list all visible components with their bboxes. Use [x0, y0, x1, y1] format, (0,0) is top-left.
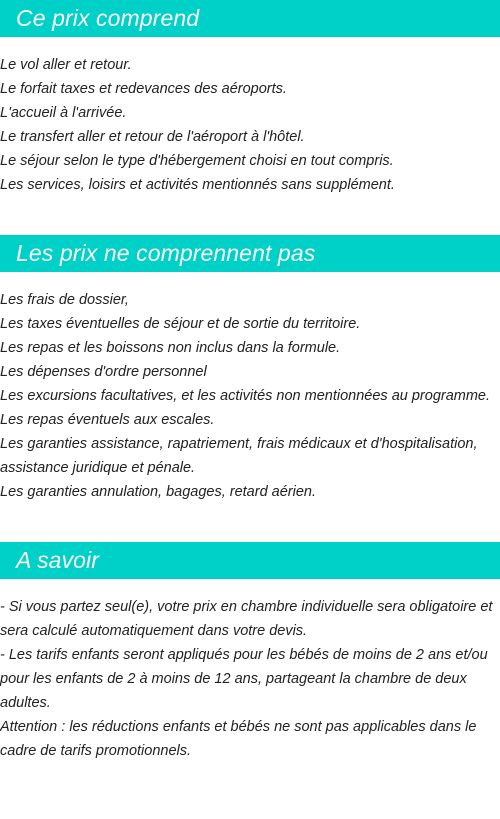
- list-item: Les garanties annulation, bagages, retard aérien.: [0, 484, 316, 500]
- list-item: - Les tarifs enfants seront appliqués pour les bébés de moins de 2 ans et/ou pour les enfants de 2 à moins de 12 ans, partageant la chambre de deux adultes.: [0, 647, 488, 711]
- excluded-list: [0, 288, 500, 504]
- section-price-includes: [0, 0, 500, 197]
- list-item: Attention : les réductions enfants et bébés ne sont pas applicables dans le cadre de tarifs promotionnels.: [0, 719, 477, 759]
- list-item: Les dépenses d'ordre personnel: [0, 364, 207, 380]
- list-item: Les repas éventuels aux escales.: [0, 412, 215, 428]
- section-good-to-know: [0, 542, 500, 763]
- section-header: [0, 0, 500, 37]
- list-item: Le séjour selon le type d'hébergement choisi en tout compris.: [0, 153, 394, 169]
- list-item: Les excursions facultatives, et les activités non mentionnées au programme.: [0, 388, 491, 404]
- section-header: [0, 542, 500, 579]
- list-item: Les repas et les boissons non inclus dans la formule.: [0, 340, 341, 356]
- list-item: - Si vous partez seul(e), votre prix en chambre individuelle sera obligatoire et sera calculé automatiquement dans votre devis.: [0, 599, 493, 639]
- list-item: Le vol aller et retour.: [0, 57, 132, 73]
- list-item: L'accueil à l'arrivée.: [0, 105, 127, 121]
- list-item: Les garanties assistance, rapatriement, frais médicaux et d'hospitalisation, assistance juridique et pénale.: [0, 436, 478, 476]
- section-title: Les prix ne comprennent pas: [16, 240, 316, 266]
- list-item: Le transfert aller et retour de l'aéroport à l'hôtel.: [0, 129, 305, 145]
- list-item: Les services, loisirs et activités mentionnés sans supplément.: [0, 177, 395, 193]
- section-title: A savoir: [16, 547, 100, 573]
- included-list: [0, 53, 500, 197]
- section-header: [0, 235, 500, 272]
- list-item: Les taxes éventuelles de séjour et de sortie du territoire.: [0, 316, 361, 332]
- section-title: Ce prix comprend: [16, 5, 200, 31]
- list-item: Les frais de dossier,: [0, 292, 129, 308]
- info-list: [0, 595, 500, 763]
- list-item: Le forfait taxes et redevances des aéroports.: [0, 81, 287, 97]
- section-price-excludes: [0, 235, 500, 504]
